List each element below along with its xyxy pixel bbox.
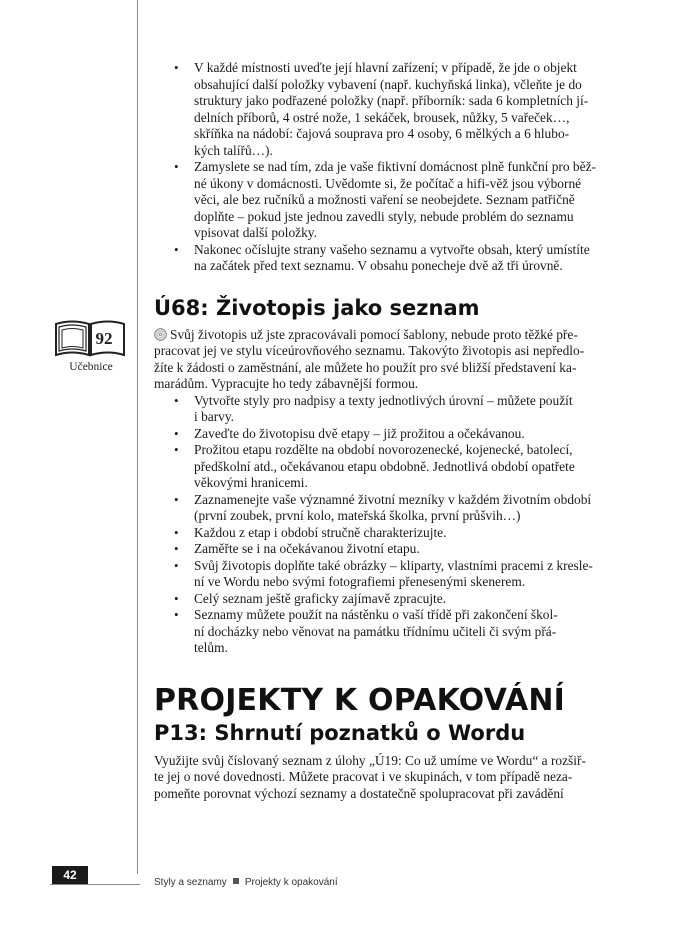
- footer-separator: [233, 878, 239, 884]
- section-title-u68: Ú68: Životopis jako seznam: [154, 295, 480, 320]
- u68-bullet-6: • Zaměřte se i na očekávanou životní etapu.: [154, 541, 632, 558]
- running-footer: [154, 877, 338, 888]
- top-bullet-3: • Nakonec očíslujte strany vašeho seznamu a vytvořte obsah, který umístíte na začátek před text seznamu. V obsahu ponecheje dvě až tři úrovně.: [154, 242, 632, 275]
- footer-section: Projekty k opakování: [244, 877, 338, 888]
- top-bullet-2: • Zamyslete se nad tím, zda je vaše fiktivní domácnost plně funkční pro běž- né úkony v domácnosti. Uvědomte si, že počítač a hifi-věž jsou výborné věci, ale bez ručníků a možnosti vaření se neobejdete. Seznam patřičně doplňte – pokud jste jednou zavedli styly, nebude problém do seznamu vpisovat další položky.: [154, 159, 632, 242]
- u68-bullet-2: • Zaveďte do životopisu dvě etapy – již prožitou a očekávanou.: [154, 426, 632, 443]
- u68-bullet-5: • Každou z etap i období stručně charakterizujte.: [154, 525, 632, 542]
- section-u68-intro-text: Svůj životopis už jste zpracovávali pomocí šablony, nebude proto těžké pře- pracovat jej ve stylu víceúrovňového seznamu. Takovýto životopis asi nepředlo- žíte k žádosti o zaměstnání, ale můžete ho použít pro své bližší představení ka- marádům. Vypracujte ho tedy zábavnější formou.: [154, 326, 585, 391]
- u68-bullet-3: • Prožitou etapu rozdělte na období novorozenecké, kojenecké, batolecí, předškolní atd., očekávanou etapu obdobně. Jednotlivá období opatřete věkovými hranicemi.: [154, 442, 632, 492]
- u68-bullet-7: • Svůj životopis doplňte také obrázky – kliparty, vlastními pracemi z kresle- ní ve Wordu nebo svými fotografiemi přenesenými skenerem.: [154, 558, 632, 591]
- u68-bullet-4: • Zaznamenejte vaše významné životní mezníky v každém životním období (první zoubek, první kolo, mateřská školka, první průšvih…): [154, 492, 632, 525]
- textbook-label: Učebnice: [69, 361, 113, 373]
- textbook-page-ref: 92: [95, 329, 113, 348]
- projects-heading: PROJEKTY K OPAKOVÁNÍ: [154, 682, 566, 718]
- top-bullet-list: [154, 60, 632, 275]
- margin-rule-vertical: [137, 0, 138, 874]
- page-content: [154, 60, 632, 802]
- u68-bullet-8: • Celý seznam ještě graficky zajímavě zpracujte.: [154, 591, 632, 608]
- page-number: 42: [52, 866, 88, 884]
- section-u68-bullet-list: [154, 393, 632, 657]
- section-u68-intro: [154, 327, 632, 393]
- u68-bullet-9: • Seznamy můžete použít na nástěnku o vaší třídě při zakončení škol- ní docházky nebo věnovat na památku třídnímu učiteli či svým přá- telům.: [154, 607, 632, 657]
- project-p13-title: P13: Shrnutí poznatků o Wordu: [154, 720, 526, 745]
- project-p13-paragraph: Využijte svůj číslovaný seznam z úlohy „Ú19: Co už umíme ve Wordu“ a rozšiř- te jej o nové dovednosti. Můžete pracovat i ve skupinách, v tom případě neza- pomeňte porovnat výchozí seznamy a dostatečně spolupracovat při zavádění: [154, 752, 586, 801]
- cd-icon: [154, 328, 167, 341]
- top-bullet-1: • V každé místnosti uveďte její hlavní zařízení; v případě, že jde o objekt obsahující další položky vybavení (např. kuchyňská linka), včleňte je do struktury jako podřazené položky (např. příborník: sada 6 kompletních jí- delních příborů, 4 ostré nože, 1 sekáček, brousek, nůžky, 5 vařeček…, skříňka na nádobí: čajová souprava pro 4 osoby, 6 mělkých a 6 hlubo- kých talířů…).: [154, 60, 632, 159]
- footer-chapter: Styly a seznamy: [154, 877, 227, 888]
- margin-rule-horizontal: [50, 884, 140, 885]
- u68-bullet-1: • Vytvořte styly pro nadpisy a texty jednotlivých úrovní – můžete použít i barvy.: [154, 393, 632, 426]
